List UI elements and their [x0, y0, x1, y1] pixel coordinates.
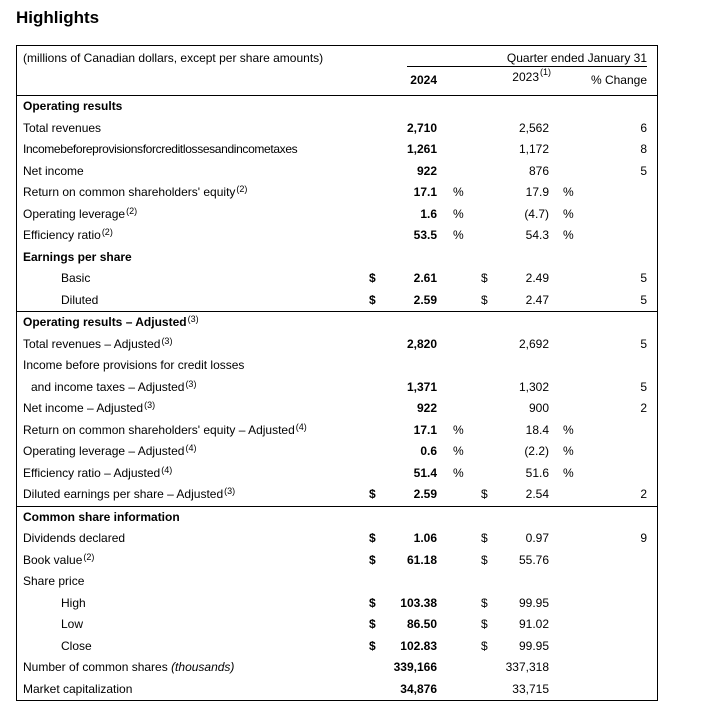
- row-book-value: Book value$^{(2)}$ $ 61.18 $ 55.76: [23, 551, 549, 567]
- row-income-before-provisions-adjusted: and income taxes – Adjusted$^{(3)}$ 1,371 1,302 5: [31, 378, 647, 394]
- row-income-before-provisions-line1: Income before provisions for credit losses: [23, 358, 245, 372]
- row-dividends-declared: Dividends declared $ 1.06 $ 0.97 9: [23, 531, 647, 545]
- row-diluted-eps-adjusted: Diluted earnings per share – Adjusted$^{(3)}$ $ 2.59 $ 2.54 2: [23, 486, 647, 501]
- column-2023: 2023$^{(1)}$: [512, 67, 551, 84]
- units-note: (millions of Canadian dollars, except per share amounts): [23, 51, 324, 65]
- row-share-price-low: Low $ 86.50 $ 91.02: [61, 617, 549, 631]
- period-heading: Quarter ended January 31: [506, 51, 647, 65]
- section-operating-results: Operating results: [23, 99, 123, 113]
- section-operating-results-adjusted: Operating results – Adjusted$^{(3)}$: [17, 311, 657, 334]
- highlights-table: [16, 45, 658, 701]
- section-earnings-per-share: Earnings per share: [23, 249, 132, 264]
- column-change: % Change: [590, 73, 647, 87]
- row-share-price-close: Close $ 102.83 $ 99.95: [61, 638, 549, 653]
- row-market-capitalization: Market capitalization 34,876 33,715: [23, 681, 549, 696]
- section-common-share-information: Common share information: [17, 506, 657, 529]
- row-roe: Return on common shareholders' equity$^{(2)}$ 17.1 % 17.9 %: [23, 184, 574, 199]
- row-share-price-high: High $ 103.38 $ 99.95: [61, 595, 549, 610]
- row-eps-diluted: Diluted $ 2.59 $ 2.47 5: [61, 292, 647, 307]
- table-header: [17, 46, 657, 96]
- row-net-income-adjusted: Net income – Adjusted$^{(3)}$ 922 900 2: [23, 400, 647, 415]
- row-eps-basic: Basic $ 2.61 $ 2.49 5: [61, 271, 647, 285]
- row-net-income: Net income 922 876 5: [23, 163, 647, 178]
- row-total-revenues-adjusted: Total revenues – Adjusted$^{(3)}$ 2,820 2,692 5: [23, 335, 647, 351]
- row-operating-leverage-adjusted: Operating leverage – Adjusted$^{(4)}$ 0.6 % (2.2) %: [23, 443, 574, 458]
- row-share-price: Share price: [23, 574, 85, 588]
- column-2024: 2024: [410, 73, 437, 87]
- row-roe-adjusted: Return on common shareholders' equity – Adjusted$^{(4)}$ 17.1 % 18.4 %: [23, 421, 574, 437]
- row-total-revenues: Total revenues 2,710 2,562 6: [23, 120, 647, 135]
- row-number-of-common-shares: Number of common shares (thousands) 339,166 337,318: [23, 660, 549, 674]
- row-income-before-provisions: Incomebeforeprovisionsforcreditlossesandincometaxes 1,261 1,172 8: [23, 142, 647, 156]
- row-efficiency-ratio-adjusted: Efficiency ratio – Adjusted$^{(4)}$ 51.4 % 51.6 %: [23, 464, 574, 480]
- period-underline: [407, 66, 647, 67]
- row-operating-leverage: Operating leverage$^{(2)}$ 1.6 % (4.7) %: [23, 205, 574, 221]
- row-efficiency-ratio: Efficiency ratio$^{(2)}$ 53.5 % 54.3 %: [23, 227, 574, 242]
- page-title: Highlights: [16, 8, 100, 27]
